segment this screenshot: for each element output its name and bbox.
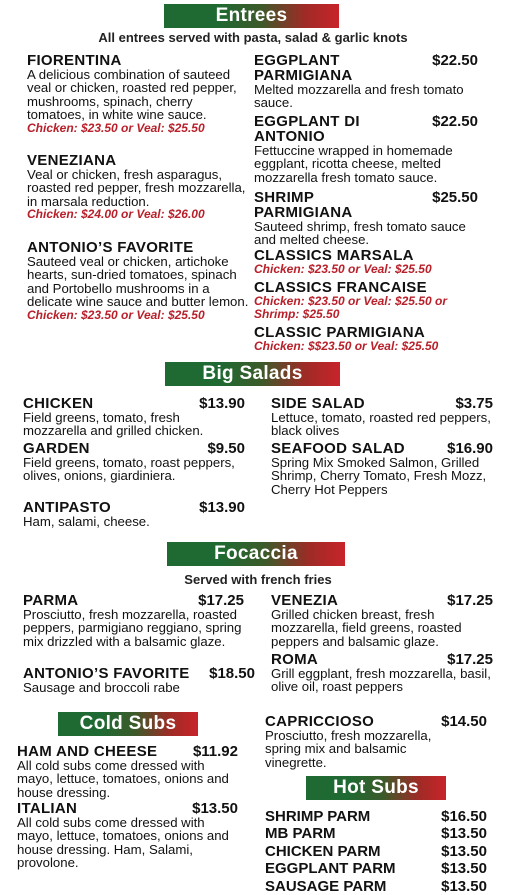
- item-name: HAM AND CHEESE: [17, 743, 158, 760]
- item-name: GARDEN: [23, 440, 90, 457]
- item-desc: Grill eggplant, fresh mozzarella, basil, olive oil, roast peppers: [271, 666, 491, 695]
- item-name: CHICKEN PARM: [265, 843, 381, 860]
- item-desc: Field greens, tomato, fresh mozzarella and grilled chicken.: [23, 410, 204, 439]
- item-desc: Sausage and broccoli rabe: [23, 680, 180, 695]
- item-name: SHRIMP PARMIGIANA: [254, 189, 353, 221]
- item-desc: Veal or chicken, fresh asparagus, roasted red pepper, fresh mozzarella, in marsala reduction.: [27, 167, 246, 209]
- item-name: SHRIMP PARM: [265, 808, 371, 825]
- item-price: $17.25: [447, 651, 493, 668]
- menu-item-classics-marsala: [254, 248, 478, 276]
- menu-item-antonios-favorite: [27, 240, 249, 322]
- list-item: [265, 878, 487, 895]
- menu-item-capriccioso: [265, 714, 487, 769]
- item-price: $17.25: [198, 592, 244, 609]
- item-price: Chicken: $23.50 or Veal: $25.50: [27, 120, 205, 135]
- item-name: MB PARM: [265, 825, 336, 842]
- item-name: SEAFOOD SALAD: [271, 440, 405, 457]
- entrees-subtitle: All entrees served with pasta, salad & garlic knots: [98, 30, 408, 45]
- menu-item-ham-and-cheese: [17, 744, 238, 799]
- item-price: $25.50: [432, 189, 478, 206]
- item-name: SAUSAGE PARM: [265, 878, 387, 895]
- item-price: $14.50: [441, 713, 487, 730]
- list-item: [265, 843, 487, 860]
- item-name: EGGPLANT DI ANTONIO: [254, 113, 360, 145]
- item-price: Chicken: $23.50 or Veal: $25.50 or Shrimp: $25.50: [254, 294, 447, 321]
- list-item: [265, 825, 487, 842]
- item-desc: Fettuccine wrapped in homemade eggplant, ricotta cheese, melted mozzarella fresh tomato sauce.: [254, 143, 453, 185]
- menu-item-roma: [271, 652, 493, 694]
- entrees-banner: [164, 4, 339, 28]
- item-name: EGGPLANT PARMIGIANA: [254, 52, 353, 84]
- item-name: ITALIAN: [17, 800, 78, 817]
- menu-item-parma: [23, 593, 245, 648]
- item-price: $13.50: [441, 878, 487, 895]
- menu-item-shrimp-parmigiana: [254, 190, 478, 247]
- item-price: $11.92: [192, 743, 238, 760]
- hot-subs-banner: [306, 776, 446, 800]
- menu-item-classic-parmigiana: [254, 325, 478, 353]
- cold-subs-title: Cold Subs: [79, 713, 177, 734]
- salads-title: Big Salads: [202, 363, 303, 384]
- menu-item-veneziana: [27, 153, 249, 221]
- item-name: CLASSIC PARMIGIANA: [254, 324, 425, 341]
- list-item: [265, 808, 487, 825]
- menu-item-italian: [17, 801, 238, 870]
- item-price: $18.50: [209, 665, 255, 682]
- menu-item-chicken-salad: [23, 396, 245, 438]
- item-price: $16.50: [441, 808, 487, 825]
- item-name: ANTONIO’S FAVORITE: [23, 665, 190, 682]
- menu-item-seafood-salad: [271, 441, 493, 496]
- menu-item-eggplant-parmigiana: [254, 53, 478, 110]
- item-desc: Spring Mix Smoked Salmon, Grilled Shrimp, Cherry Tomato, Fresh Mozz, Cherry Hot Peppers: [271, 455, 487, 497]
- menu-item-garden-salad: [23, 441, 245, 483]
- item-name: ROMA: [271, 651, 319, 668]
- item-price: $3.75: [455, 395, 493, 412]
- menu-item-side-salad: [271, 396, 493, 438]
- item-name: PARMA: [23, 592, 79, 609]
- entrees-title: Entrees: [215, 5, 288, 26]
- menu-item-antipasto: [23, 500, 245, 528]
- focaccia-title: Focaccia: [214, 543, 298, 564]
- item-name: SIDE SALAD: [271, 395, 365, 412]
- item-desc: Prosciutto, fresh mozzarella, spring mix and balsamic vinegrette.: [265, 728, 432, 770]
- menu-item-antonios-favorite-focaccia: [23, 666, 255, 694]
- item-name: CHICKEN: [23, 395, 94, 412]
- item-price: $22.50: [432, 113, 478, 130]
- item-price: $13.50: [441, 860, 487, 877]
- item-desc: All cold subs come dressed with mayo, lettuce, tomatoes, onions and house dressing. Ham, Salami, provolone.: [17, 815, 229, 871]
- item-price: $22.50: [432, 52, 478, 69]
- item-desc: Ham, salami, cheese.: [23, 514, 150, 529]
- item-name: ANTONIO’S FAVORITE: [27, 239, 194, 256]
- item-price: $9.50: [207, 440, 245, 457]
- menu-item-venezia: [271, 593, 493, 648]
- item-price: $13.90: [199, 499, 245, 516]
- hot-subs-title: Hot Subs: [333, 777, 419, 798]
- item-desc: A delicious combination of sauteed veal or chicken, roasted red pepper, mushrooms, spinach, cherry tomatoes, in white wine sauce.: [27, 67, 237, 123]
- item-name: CLASSICS MARSALA: [254, 247, 414, 264]
- salads-banner: [165, 362, 340, 386]
- item-desc: Grilled chicken breast, fresh mozzarella, field greens, roasted peppers and balsamic glaze.: [271, 607, 462, 649]
- list-item: [265, 860, 487, 877]
- item-price: $17.25: [447, 592, 493, 609]
- item-name: VENEZIANA: [27, 152, 117, 169]
- item-desc: Prosciutto, fresh mozzarella, roasted peppers, parmigiano reggiano, spring mix drizzled with a balsamic glaze.: [23, 607, 242, 649]
- focaccia-subtitle: Served with french fries: [184, 572, 332, 587]
- item-price: $16.90: [447, 440, 493, 457]
- item-price: $13.50: [441, 825, 487, 842]
- item-price: $13.90: [199, 395, 245, 412]
- item-price: Chicken: $23.50 or Veal: $25.50: [254, 262, 432, 276]
- cold-subs-banner: [58, 712, 198, 736]
- item-name: ANTIPASTO: [23, 499, 111, 516]
- menu-item-eggplant-di-antonio: [254, 114, 478, 184]
- menu-item-fiorentina: [27, 53, 249, 135]
- item-desc: All cold subs come dressed with mayo, lettuce, tomatoes, onions and house dressing.: [17, 758, 229, 800]
- focaccia-banner: [167, 542, 345, 566]
- item-name: VENEZIA: [271, 592, 339, 609]
- item-desc: Melted mozzarella and fresh tomato sauce.: [254, 82, 464, 111]
- item-price: Chicken: $$23.50 or Veal: $25.50: [254, 339, 439, 353]
- item-price: Chicken: $23.50 or Veal: $25.50: [27, 307, 205, 322]
- item-price: $13.50: [441, 843, 487, 860]
- item-name: CLASSICS FRANCAISE: [254, 279, 427, 296]
- menu-item-classics-francaise: [254, 280, 478, 321]
- item-name: FIORENTINA: [27, 52, 122, 69]
- item-price: $13.50: [192, 800, 238, 817]
- item-desc: Sauteed shrimp, fresh tomato sauce and melted cheese.: [254, 219, 466, 248]
- item-desc: Field greens, tomato, roast peppers, olives, onions, giardiniera.: [23, 455, 235, 484]
- item-name: CAPRICCIOSO: [265, 713, 375, 730]
- item-desc: Sauteed veal or chicken, artichoke hearts, sun-dried tomatoes, spinach and Portobello mushrooms in a delicate wine sauce and butter lemon.: [27, 254, 249, 310]
- hot-subs-list: [265, 808, 487, 895]
- item-name: EGGPLANT PARM: [265, 860, 396, 877]
- item-price: Chicken: $24.00 or Veal: $26.00: [27, 207, 205, 222]
- item-desc: Lettuce, tomato, roasted red peppers, black olives: [271, 410, 491, 439]
